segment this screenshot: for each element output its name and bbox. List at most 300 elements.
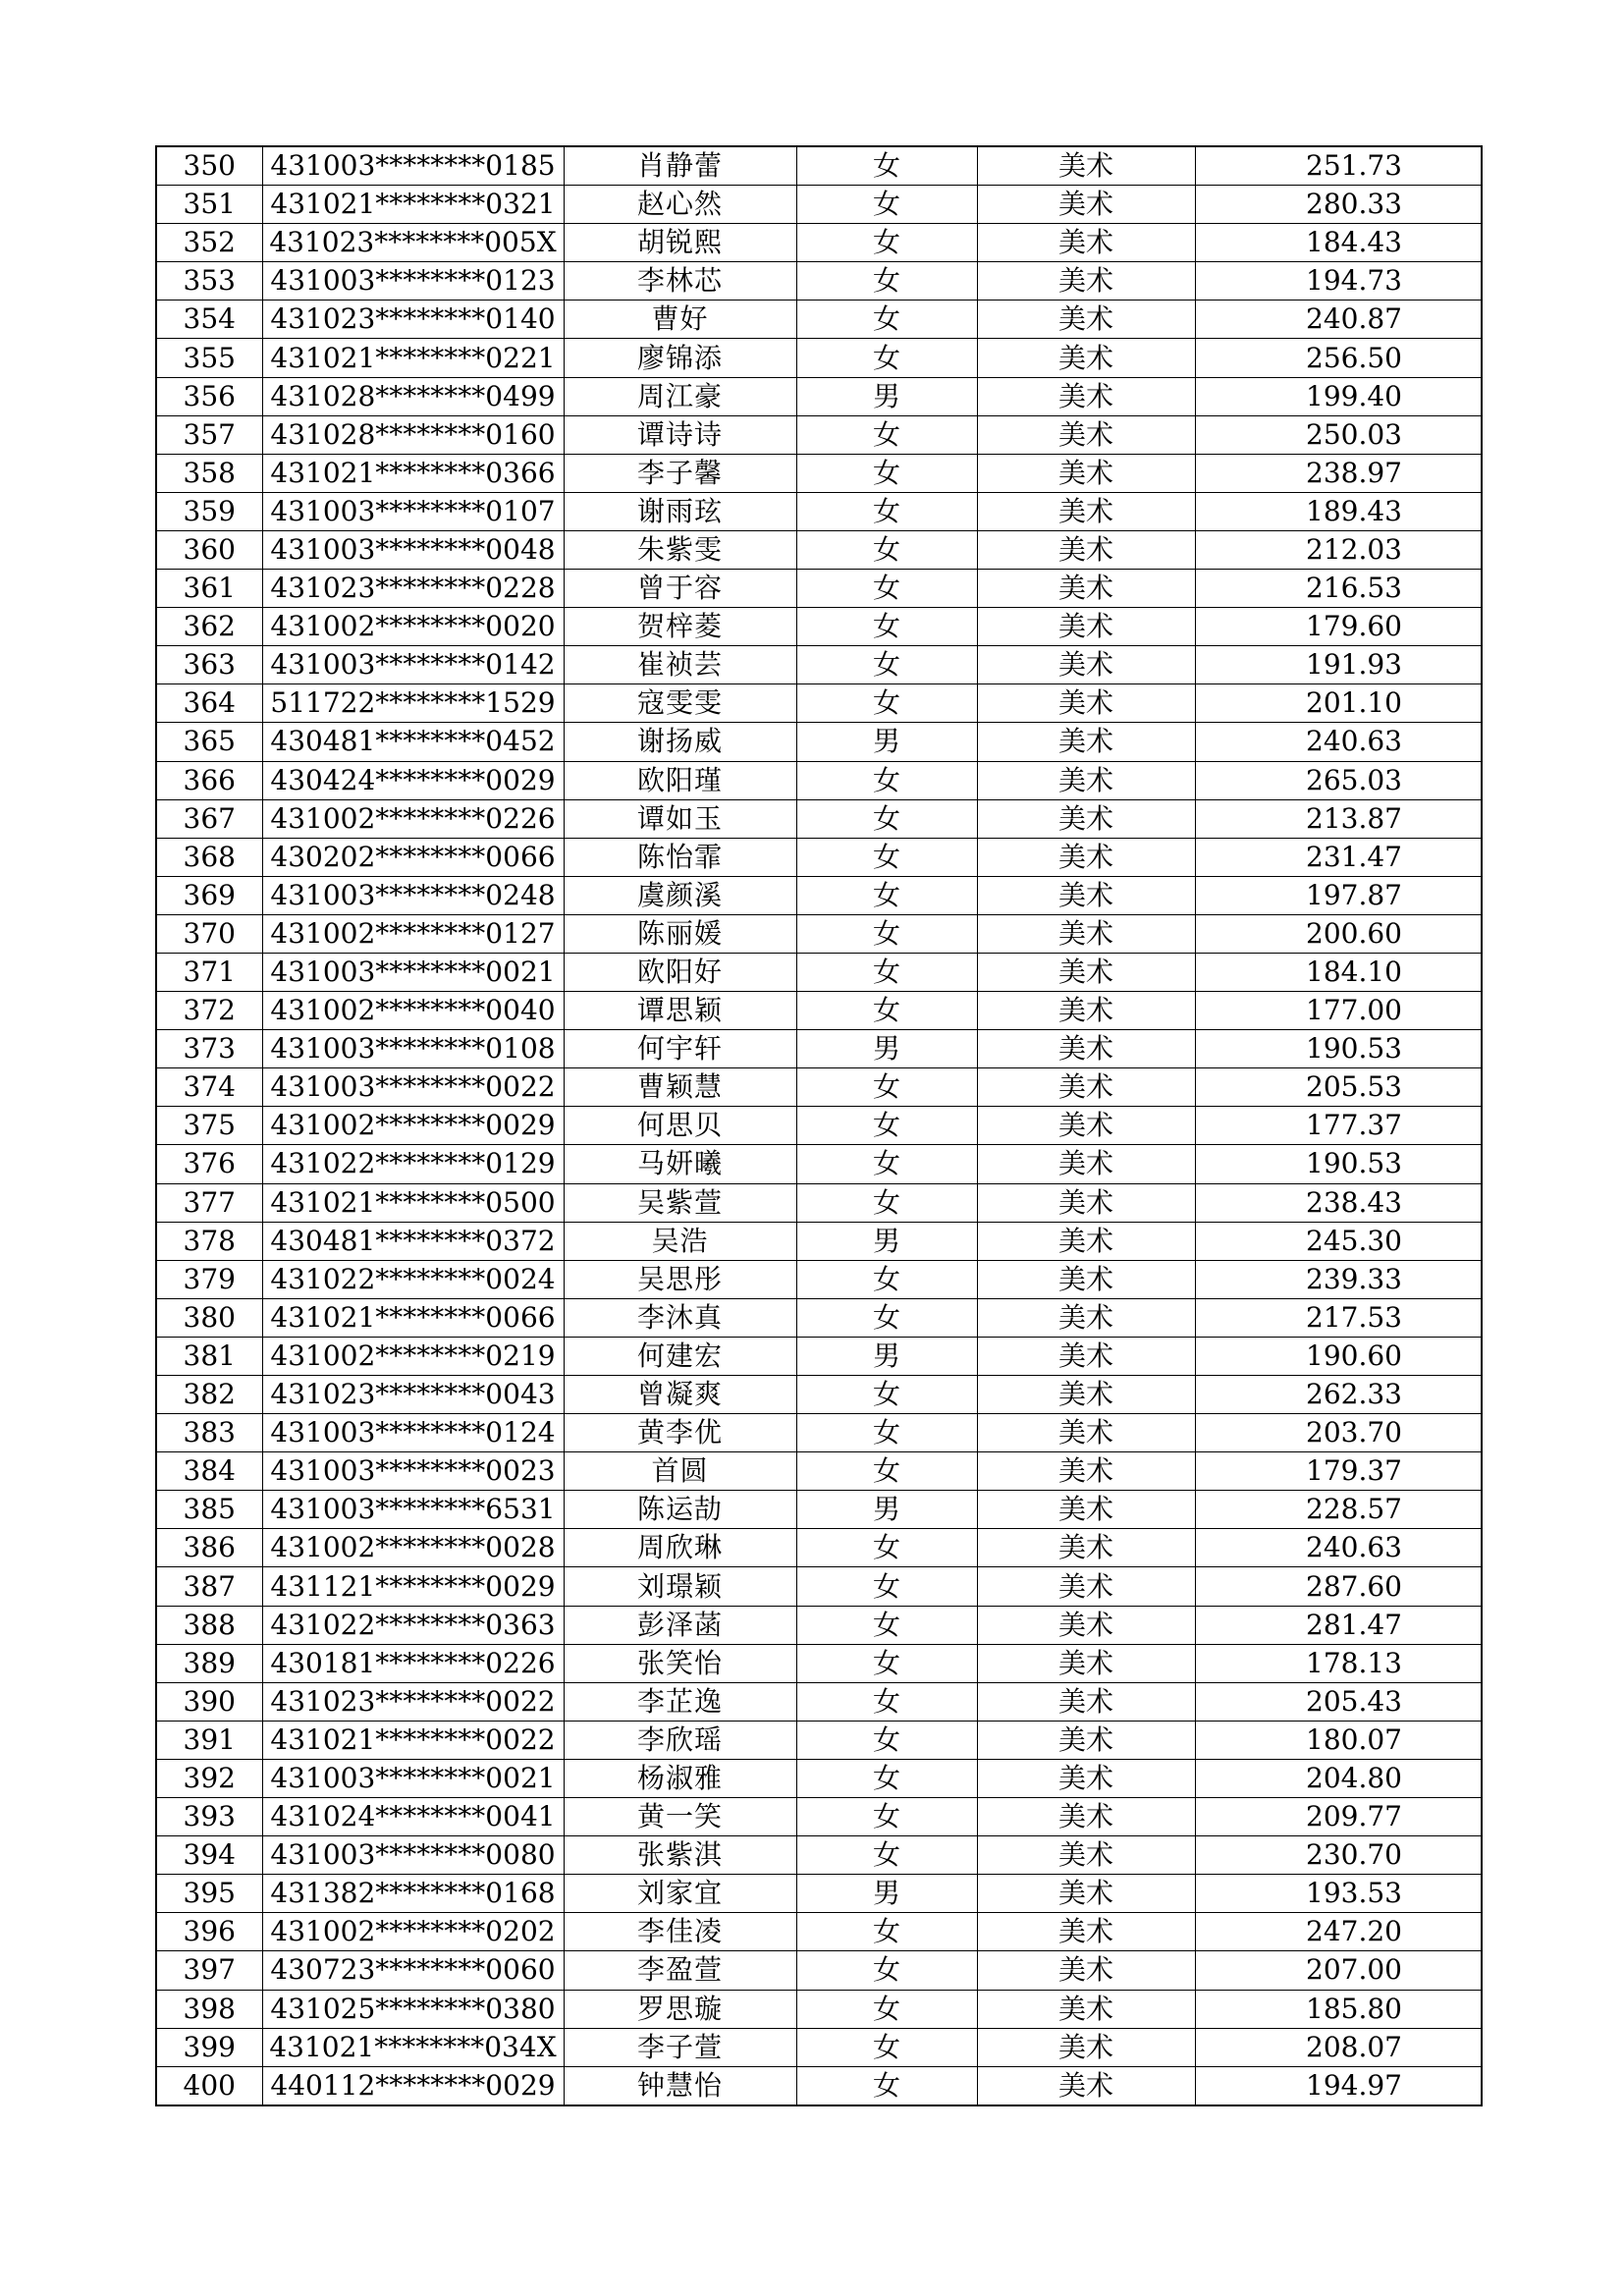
row-number-cell: 377 <box>156 1183 262 1222</box>
gender-cell: 女 <box>796 146 977 186</box>
name-cell: 谭如玉 <box>564 799 796 838</box>
gender-cell: 女 <box>796 186 977 224</box>
id-number-cell: 431002********0226 <box>262 799 564 838</box>
row-number-cell: 387 <box>156 1567 262 1606</box>
table-row <box>156 224 1482 262</box>
table-row <box>156 608 1482 646</box>
major-cell: 美术 <box>977 761 1195 799</box>
gender-cell: 女 <box>796 301 977 339</box>
gender-cell: 男 <box>796 723 977 761</box>
major-cell: 美术 <box>977 454 1195 492</box>
id-number-cell: 431003********0022 <box>262 1068 564 1107</box>
score-cell: 209.77 <box>1195 1798 1482 1836</box>
table-row <box>156 1491 1482 1529</box>
gender-cell: 女 <box>796 224 977 262</box>
score-cell: 280.33 <box>1195 186 1482 224</box>
id-number-cell: 431025********0380 <box>262 1990 564 2028</box>
major-cell: 美术 <box>977 838 1195 876</box>
row-number-cell: 374 <box>156 1068 262 1107</box>
name-cell: 陈运劼 <box>564 1491 796 1529</box>
table-row <box>156 1875 1482 1913</box>
score-cell: 199.40 <box>1195 377 1482 415</box>
name-cell: 谭诗诗 <box>564 415 796 454</box>
score-cell: 256.50 <box>1195 339 1482 377</box>
table-row <box>156 1913 1482 1951</box>
id-number-cell: 431021********0221 <box>262 339 564 377</box>
id-number-cell: 431003********0142 <box>262 646 564 684</box>
score-cell: 238.43 <box>1195 1183 1482 1222</box>
row-number-cell: 363 <box>156 646 262 684</box>
score-cell: 190.53 <box>1195 1030 1482 1068</box>
major-cell: 美术 <box>977 1759 1195 1797</box>
gender-cell: 女 <box>796 1759 977 1797</box>
gender-cell: 女 <box>796 608 977 646</box>
id-number-cell: 431023********0043 <box>262 1376 564 1414</box>
major-cell: 美术 <box>977 1222 1195 1260</box>
row-number-cell: 362 <box>156 608 262 646</box>
major-cell: 美术 <box>977 1529 1195 1567</box>
gender-cell: 女 <box>796 1606 977 1644</box>
row-number-cell: 394 <box>156 1836 262 1875</box>
row-number-cell: 397 <box>156 1951 262 1990</box>
score-cell: 194.73 <box>1195 262 1482 301</box>
name-cell: 刘家宜 <box>564 1875 796 1913</box>
id-number-cell: 431002********0029 <box>262 1107 564 1145</box>
major-cell: 美术 <box>977 1145 1195 1183</box>
row-number-cell: 398 <box>156 1990 262 2028</box>
table-row <box>156 799 1482 838</box>
row-number-cell: 396 <box>156 1913 262 1951</box>
score-cell: 193.53 <box>1195 1875 1482 1913</box>
id-number-cell: 431121********0029 <box>262 1567 564 1606</box>
table-row <box>156 1260 1482 1298</box>
score-table <box>155 145 1483 2106</box>
table-row <box>156 1452 1482 1491</box>
name-cell: 何思贝 <box>564 1107 796 1145</box>
score-cell: 200.60 <box>1195 914 1482 953</box>
major-cell: 美术 <box>977 1337 1195 1375</box>
score-cell: 178.13 <box>1195 1644 1482 1682</box>
row-number-cell: 356 <box>156 377 262 415</box>
name-cell: 陈怡霏 <box>564 838 796 876</box>
major-cell: 美术 <box>977 570 1195 608</box>
table-row <box>156 415 1482 454</box>
name-cell: 李沐真 <box>564 1298 796 1337</box>
name-cell: 刘璟颖 <box>564 1567 796 1606</box>
row-number-cell: 370 <box>156 914 262 953</box>
id-number-cell: 431002********0127 <box>262 914 564 953</box>
major-cell: 美术 <box>977 530 1195 569</box>
name-cell: 谢扬威 <box>564 723 796 761</box>
name-cell: 李欣瑶 <box>564 1721 796 1759</box>
major-cell: 美术 <box>977 1298 1195 1337</box>
row-number-cell: 381 <box>156 1337 262 1375</box>
id-number-cell: 431022********0024 <box>262 1260 564 1298</box>
gender-cell: 女 <box>796 838 977 876</box>
id-number-cell: 431022********0363 <box>262 1606 564 1644</box>
name-cell: 李盈萱 <box>564 1951 796 1990</box>
gender-cell: 女 <box>796 454 977 492</box>
name-cell: 曹好 <box>564 301 796 339</box>
id-number-cell: 431002********0040 <box>262 992 564 1030</box>
row-number-cell: 355 <box>156 339 262 377</box>
score-cell: 197.87 <box>1195 876 1482 914</box>
major-cell: 美术 <box>977 799 1195 838</box>
row-number-cell: 378 <box>156 1222 262 1260</box>
row-number-cell: 354 <box>156 301 262 339</box>
major-cell: 美术 <box>977 146 1195 186</box>
table-row <box>156 684 1482 723</box>
major-cell: 美术 <box>977 723 1195 761</box>
table-row <box>156 570 1482 608</box>
id-number-cell: 431002********0020 <box>262 608 564 646</box>
id-number-cell: 431021********0066 <box>262 1298 564 1337</box>
table-row <box>156 1721 1482 1759</box>
row-number-cell: 364 <box>156 684 262 723</box>
score-cell: 212.03 <box>1195 530 1482 569</box>
gender-cell: 女 <box>796 1145 977 1183</box>
id-number-cell: 431022********0129 <box>262 1145 564 1183</box>
table-row <box>156 838 1482 876</box>
name-cell: 黄一笑 <box>564 1798 796 1836</box>
row-number-cell: 393 <box>156 1798 262 1836</box>
major-cell: 美术 <box>977 1798 1195 1836</box>
major-cell: 美术 <box>977 1951 1195 1990</box>
major-cell: 美术 <box>977 1107 1195 1145</box>
row-number-cell: 372 <box>156 992 262 1030</box>
name-cell: 张笑怡 <box>564 1644 796 1682</box>
gender-cell: 女 <box>796 1107 977 1145</box>
major-cell: 美术 <box>977 262 1195 301</box>
score-cell: 265.03 <box>1195 761 1482 799</box>
table-row <box>156 1529 1482 1567</box>
score-cell: 213.87 <box>1195 799 1482 838</box>
table-row <box>156 2066 1482 2105</box>
major-cell: 美术 <box>977 1491 1195 1529</box>
table-row <box>156 2028 1482 2066</box>
gender-cell: 女 <box>796 1183 977 1222</box>
id-number-cell: 430202********0066 <box>262 838 564 876</box>
name-cell: 李林芯 <box>564 262 796 301</box>
score-cell: 179.37 <box>1195 1452 1482 1491</box>
major-cell: 美术 <box>977 339 1195 377</box>
gender-cell: 女 <box>796 1836 977 1875</box>
table-row <box>156 914 1482 953</box>
major-cell: 美术 <box>977 608 1195 646</box>
table-row <box>156 301 1482 339</box>
table-row <box>156 646 1482 684</box>
gender-cell: 女 <box>796 914 977 953</box>
id-number-cell: 431021********0500 <box>262 1183 564 1222</box>
major-cell: 美术 <box>977 2066 1195 2105</box>
row-number-cell: 368 <box>156 838 262 876</box>
gender-cell: 女 <box>796 1721 977 1759</box>
major-cell: 美术 <box>977 186 1195 224</box>
name-cell: 崔祯芸 <box>564 646 796 684</box>
name-cell: 赵心然 <box>564 186 796 224</box>
row-number-cell: 352 <box>156 224 262 262</box>
row-number-cell: 399 <box>156 2028 262 2066</box>
major-cell: 美术 <box>977 1682 1195 1721</box>
name-cell: 欧阳好 <box>564 953 796 991</box>
name-cell: 周欣琳 <box>564 1529 796 1567</box>
id-number-cell: 431003********0124 <box>262 1414 564 1452</box>
name-cell: 何宇轩 <box>564 1030 796 1068</box>
score-cell: 205.43 <box>1195 1682 1482 1721</box>
score-cell: 179.60 <box>1195 608 1482 646</box>
name-cell: 吴紫萱 <box>564 1183 796 1222</box>
major-cell: 美术 <box>977 1260 1195 1298</box>
table-row <box>156 1836 1482 1875</box>
table-row <box>156 530 1482 569</box>
row-number-cell: 388 <box>156 1606 262 1644</box>
table-row <box>156 723 1482 761</box>
score-cell: 191.93 <box>1195 646 1482 684</box>
id-number-cell: 431003********0123 <box>262 262 564 301</box>
row-number-cell: 350 <box>156 146 262 186</box>
id-number-cell: 511722********1529 <box>262 684 564 723</box>
gender-cell: 女 <box>796 1798 977 1836</box>
table-row <box>156 492 1482 530</box>
row-number-cell: 386 <box>156 1529 262 1567</box>
id-number-cell: 431002********0219 <box>262 1337 564 1375</box>
id-number-cell: 431021********034X <box>262 2028 564 2066</box>
major-cell: 美术 <box>977 301 1195 339</box>
gender-cell: 女 <box>796 570 977 608</box>
name-cell: 曾于容 <box>564 570 796 608</box>
row-number-cell: 358 <box>156 454 262 492</box>
major-cell: 美术 <box>977 992 1195 1030</box>
id-number-cell: 431002********0028 <box>262 1529 564 1567</box>
id-number-cell: 430481********0452 <box>262 723 564 761</box>
table-row <box>156 1337 1482 1375</box>
name-cell: 马妍曦 <box>564 1145 796 1183</box>
score-cell: 281.47 <box>1195 1606 1482 1644</box>
major-cell: 美术 <box>977 1721 1195 1759</box>
score-cell: 177.37 <box>1195 1107 1482 1145</box>
name-cell: 朱紫雯 <box>564 530 796 569</box>
gender-cell: 男 <box>796 1491 977 1529</box>
row-number-cell: 367 <box>156 799 262 838</box>
major-cell: 美术 <box>977 224 1195 262</box>
id-number-cell: 431003********0107 <box>262 492 564 530</box>
gender-cell: 女 <box>796 1298 977 1337</box>
name-cell: 廖锦添 <box>564 339 796 377</box>
table-row <box>156 262 1482 301</box>
score-cell: 177.00 <box>1195 992 1482 1030</box>
score-cell: 251.73 <box>1195 146 1482 186</box>
gender-cell: 女 <box>796 1951 977 1990</box>
id-number-cell: 431003********0021 <box>262 953 564 991</box>
major-cell: 美术 <box>977 1376 1195 1414</box>
id-number-cell: 431002********0202 <box>262 1913 564 1951</box>
gender-cell: 女 <box>796 1567 977 1606</box>
gender-cell: 女 <box>796 876 977 914</box>
id-number-cell: 430181********0226 <box>262 1644 564 1682</box>
name-cell: 彭泽菡 <box>564 1606 796 1644</box>
row-number-cell: 369 <box>156 876 262 914</box>
major-cell: 美术 <box>977 953 1195 991</box>
gender-cell: 女 <box>796 1068 977 1107</box>
row-number-cell: 353 <box>156 262 262 301</box>
score-cell: 189.43 <box>1195 492 1482 530</box>
id-number-cell: 431021********0022 <box>262 1721 564 1759</box>
table-row <box>156 339 1482 377</box>
row-number-cell: 379 <box>156 1260 262 1298</box>
table-row <box>156 1644 1482 1682</box>
table-row <box>156 1606 1482 1644</box>
major-cell: 美术 <box>977 646 1195 684</box>
major-cell: 美术 <box>977 1030 1195 1068</box>
row-number-cell: 392 <box>156 1759 262 1797</box>
name-cell: 欧阳瑾 <box>564 761 796 799</box>
table-row <box>156 1376 1482 1414</box>
id-number-cell: 431003********0023 <box>262 1452 564 1491</box>
table-row <box>156 1183 1482 1222</box>
major-cell: 美术 <box>977 1414 1195 1452</box>
table-row <box>156 1951 1482 1990</box>
id-number-cell: 431003********0021 <box>262 1759 564 1797</box>
id-number-cell: 431003********0048 <box>262 530 564 569</box>
table-row <box>156 146 1482 186</box>
name-cell: 杨淑雅 <box>564 1759 796 1797</box>
row-number-cell: 382 <box>156 1376 262 1414</box>
table-row <box>156 454 1482 492</box>
name-cell: 李子馨 <box>564 454 796 492</box>
score-cell: 239.33 <box>1195 1260 1482 1298</box>
gender-cell: 女 <box>796 492 977 530</box>
major-cell: 美术 <box>977 914 1195 953</box>
row-number-cell: 385 <box>156 1491 262 1529</box>
gender-cell: 女 <box>796 684 977 723</box>
name-cell: 贺梓菱 <box>564 608 796 646</box>
score-cell: 185.80 <box>1195 1990 1482 2028</box>
score-cell: 203.70 <box>1195 1414 1482 1452</box>
table-row <box>156 953 1482 991</box>
row-number-cell: 400 <box>156 2066 262 2105</box>
score-cell: 184.43 <box>1195 224 1482 262</box>
row-number-cell: 375 <box>156 1107 262 1145</box>
table-row <box>156 1990 1482 2028</box>
name-cell: 胡锐熙 <box>564 224 796 262</box>
name-cell: 曾凝爽 <box>564 1376 796 1414</box>
name-cell: 陈丽媛 <box>564 914 796 953</box>
score-cell: 240.63 <box>1195 723 1482 761</box>
table-row <box>156 186 1482 224</box>
gender-cell: 男 <box>796 1875 977 1913</box>
score-cell: 247.20 <box>1195 1913 1482 1951</box>
major-cell: 美术 <box>977 2028 1195 2066</box>
score-cell: 216.53 <box>1195 570 1482 608</box>
major-cell: 美术 <box>977 1644 1195 1682</box>
name-cell: 曹颖慧 <box>564 1068 796 1107</box>
gender-cell: 男 <box>796 377 977 415</box>
table-row <box>156 1298 1482 1337</box>
table-row <box>156 1145 1482 1183</box>
score-cell: 240.63 <box>1195 1529 1482 1567</box>
name-cell: 吴浩 <box>564 1222 796 1260</box>
gender-cell: 女 <box>796 1452 977 1491</box>
name-cell: 首圆 <box>564 1452 796 1491</box>
name-cell: 何建宏 <box>564 1337 796 1375</box>
row-number-cell: 391 <box>156 1721 262 1759</box>
row-number-cell: 371 <box>156 953 262 991</box>
table-row <box>156 1682 1482 1721</box>
score-cell: 228.57 <box>1195 1491 1482 1529</box>
gender-cell: 女 <box>796 262 977 301</box>
row-number-cell: 366 <box>156 761 262 799</box>
id-number-cell: 431023********005X <box>262 224 564 262</box>
id-number-cell: 430424********0029 <box>262 761 564 799</box>
major-cell: 美术 <box>977 492 1195 530</box>
major-cell: 美术 <box>977 1913 1195 1951</box>
score-cell: 205.53 <box>1195 1068 1482 1107</box>
gender-cell: 男 <box>796 1222 977 1260</box>
table-row <box>156 992 1482 1030</box>
id-number-cell: 431028********0160 <box>262 415 564 454</box>
gender-cell: 女 <box>796 339 977 377</box>
table-row <box>156 1068 1482 1107</box>
name-cell: 李芷逸 <box>564 1682 796 1721</box>
major-cell: 美术 <box>977 1183 1195 1222</box>
id-number-cell: 430723********0060 <box>262 1951 564 1990</box>
gender-cell: 女 <box>796 992 977 1030</box>
id-number-cell: 431003********0080 <box>262 1836 564 1875</box>
major-cell: 美术 <box>977 415 1195 454</box>
row-number-cell: 373 <box>156 1030 262 1068</box>
score-cell: 208.07 <box>1195 2028 1482 2066</box>
major-cell: 美术 <box>977 1068 1195 1107</box>
major-cell: 美术 <box>977 377 1195 415</box>
name-cell: 张紫淇 <box>564 1836 796 1875</box>
gender-cell: 女 <box>796 530 977 569</box>
id-number-cell: 431003********0248 <box>262 876 564 914</box>
name-cell: 谢雨玹 <box>564 492 796 530</box>
table-row <box>156 1222 1482 1260</box>
score-cell: 180.07 <box>1195 1721 1482 1759</box>
name-cell: 虞颜溪 <box>564 876 796 914</box>
gender-cell: 女 <box>796 415 977 454</box>
name-cell: 周江豪 <box>564 377 796 415</box>
table-body <box>156 146 1482 2105</box>
gender-cell: 女 <box>796 1913 977 1951</box>
row-number-cell: 365 <box>156 723 262 761</box>
score-cell: 190.53 <box>1195 1145 1482 1183</box>
score-cell: 238.97 <box>1195 454 1482 492</box>
major-cell: 美术 <box>977 1875 1195 1913</box>
row-number-cell: 360 <box>156 530 262 569</box>
score-cell: 204.80 <box>1195 1759 1482 1797</box>
score-cell: 245.30 <box>1195 1222 1482 1260</box>
major-cell: 美术 <box>977 876 1195 914</box>
row-number-cell: 376 <box>156 1145 262 1183</box>
gender-cell: 女 <box>796 761 977 799</box>
id-number-cell: 440112********0029 <box>262 2066 564 2105</box>
name-cell: 李子萱 <box>564 2028 796 2066</box>
gender-cell: 女 <box>796 1644 977 1682</box>
score-cell: 194.97 <box>1195 2066 1482 2105</box>
table-row <box>156 1030 1482 1068</box>
major-cell: 美术 <box>977 1567 1195 1606</box>
gender-cell: 男 <box>796 1030 977 1068</box>
row-number-cell: 395 <box>156 1875 262 1913</box>
gender-cell: 女 <box>796 799 977 838</box>
gender-cell: 女 <box>796 1260 977 1298</box>
score-cell: 230.70 <box>1195 1836 1482 1875</box>
id-number-cell: 431003********6531 <box>262 1491 564 1529</box>
table-row <box>156 1567 1482 1606</box>
score-cell: 201.10 <box>1195 684 1482 723</box>
